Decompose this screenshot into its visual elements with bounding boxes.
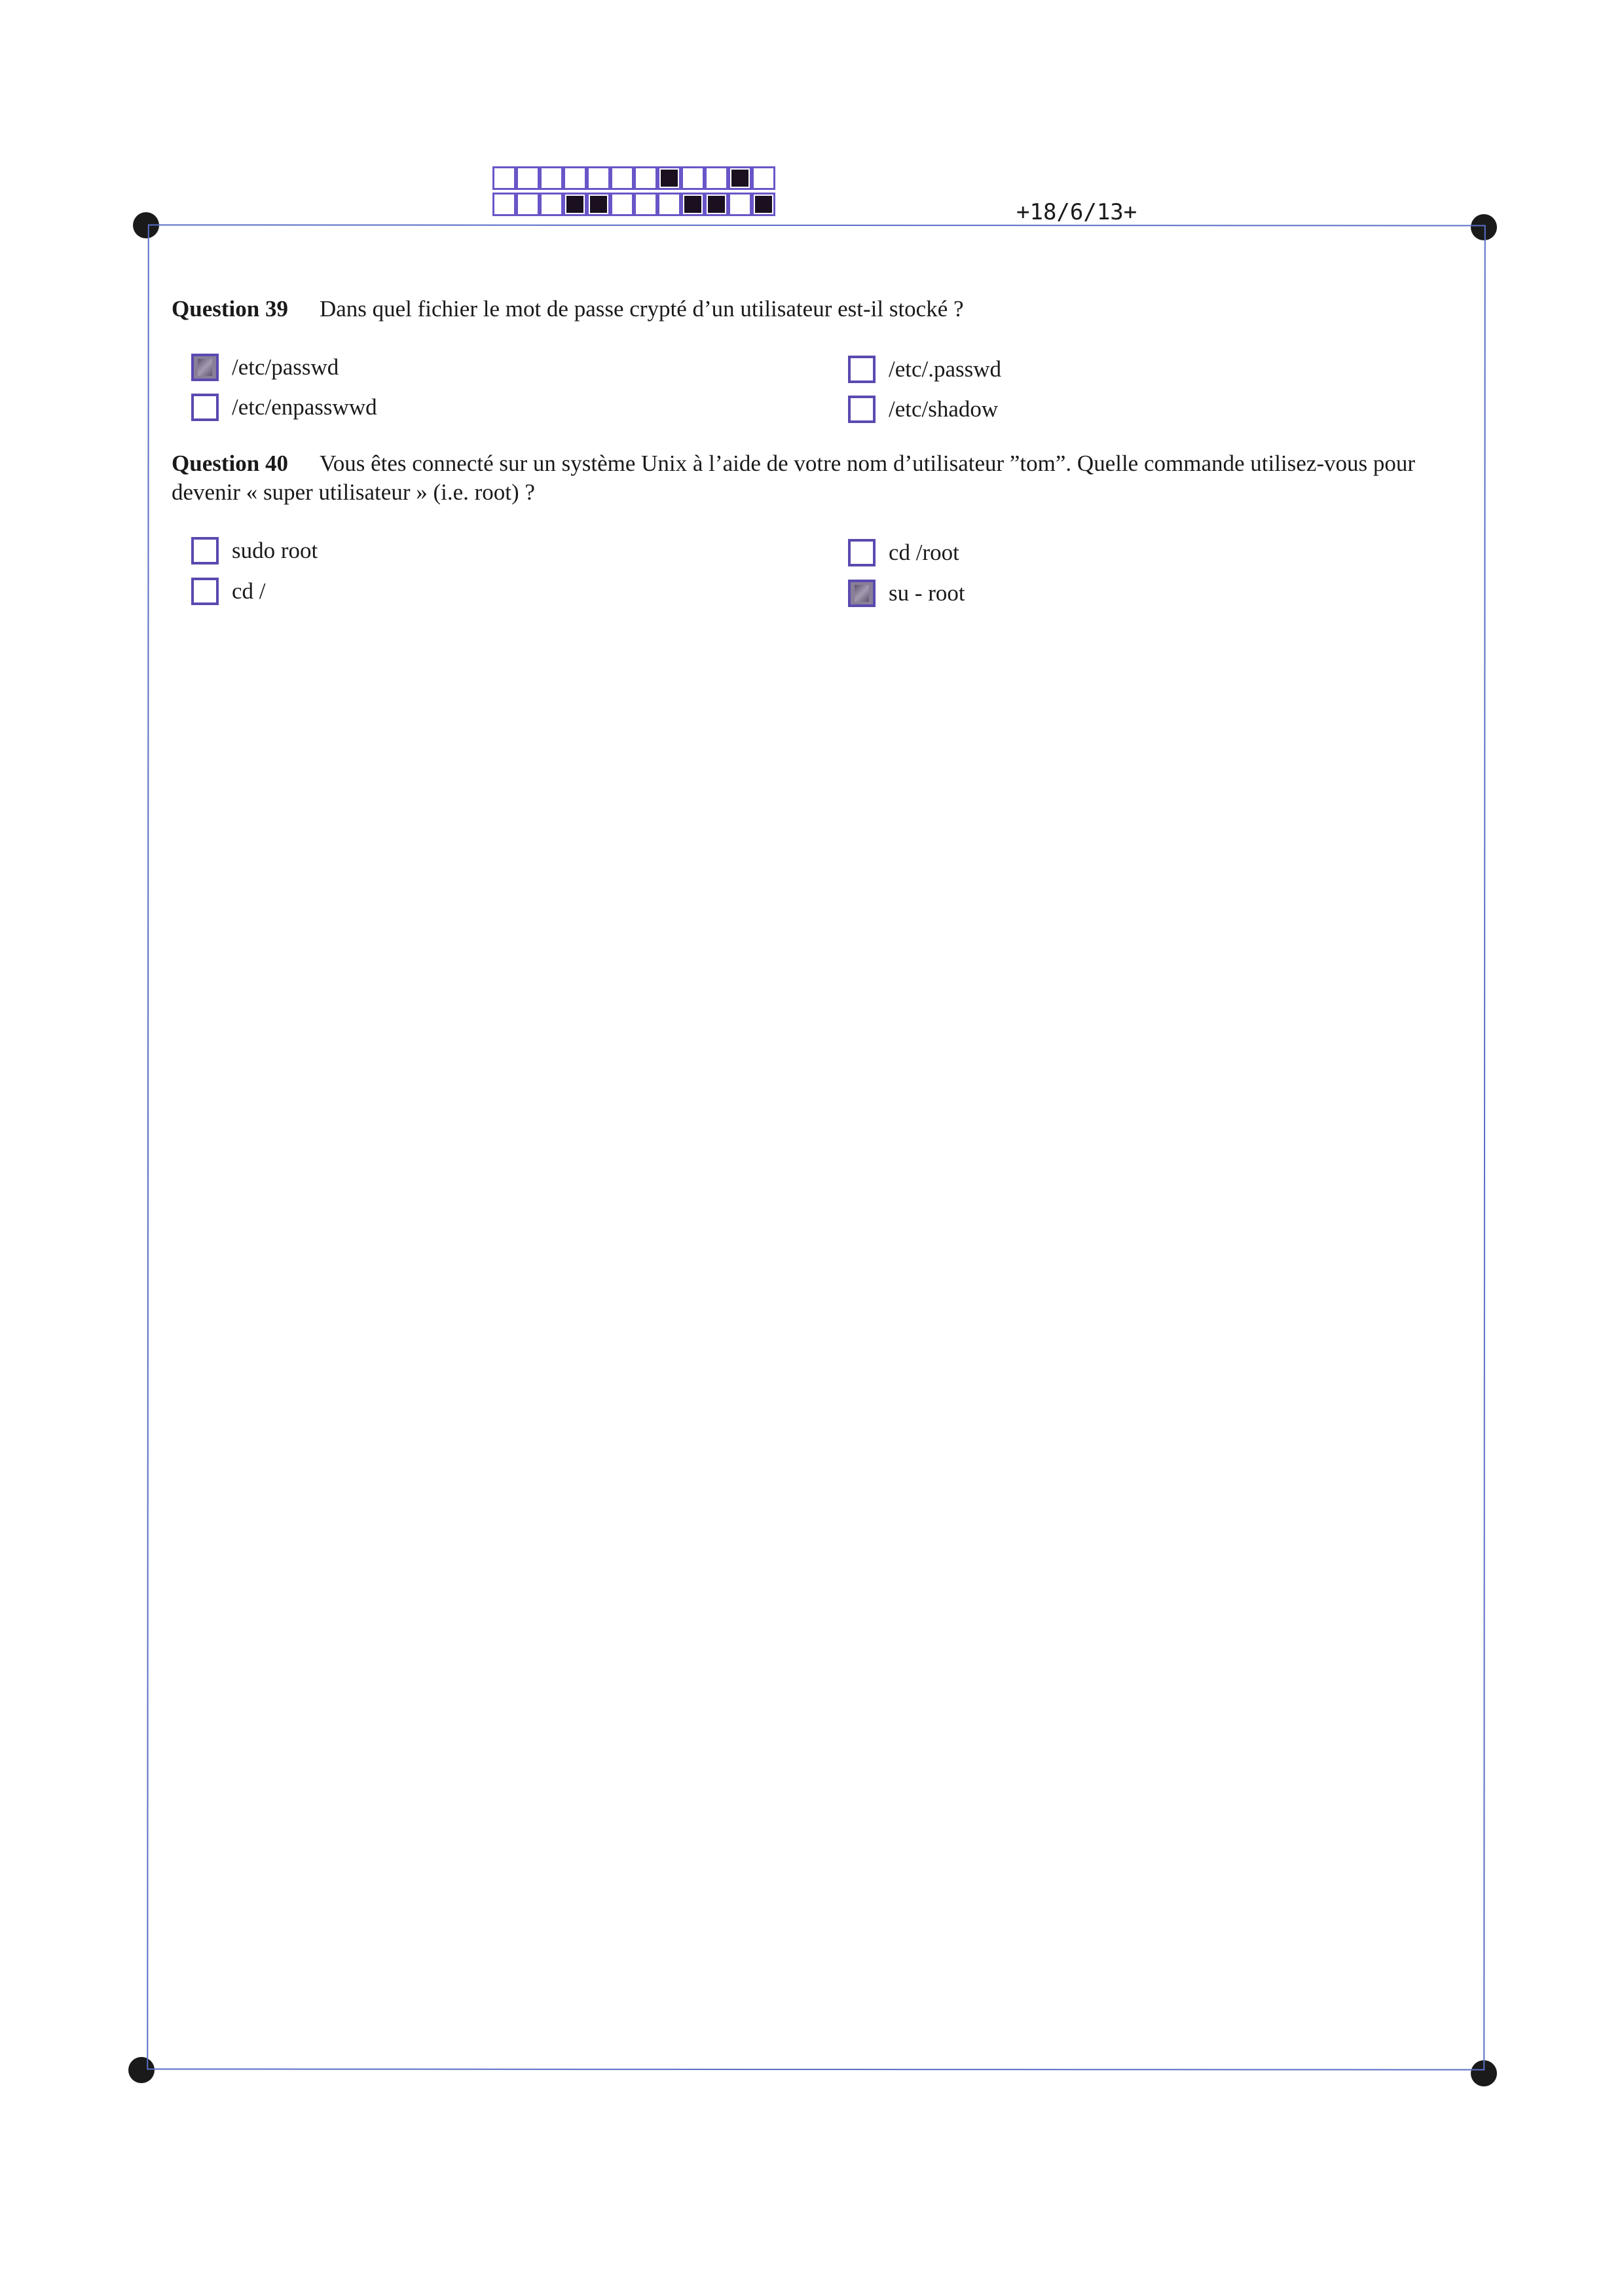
checkbox[interactable] (191, 578, 219, 605)
question-label: Question 40 (172, 451, 288, 476)
barcode-cell (681, 193, 705, 216)
barcode-cell (516, 193, 540, 216)
option-label: /etc/shadow (889, 396, 999, 422)
barcode-cell (492, 166, 516, 190)
barcode-cell (610, 193, 634, 216)
checkbox[interactable] (191, 394, 219, 421)
barcode-cell (587, 166, 610, 190)
barcode-cell (705, 193, 728, 216)
barcode-cell (492, 193, 516, 216)
question-text: Vous êtes connecté sur un système Unix à l’aide de votre nom d’utilisateur ”tom”. Quelle commande utilisez-vous pour devenir « super utilisateur » (i.e. root) ? (172, 451, 1416, 505)
barcode-cell (540, 193, 563, 216)
barcode-cell (610, 166, 634, 190)
checkbox[interactable] (848, 580, 876, 607)
checkbox[interactable] (848, 356, 876, 383)
question-label: Question 39 (172, 296, 288, 322)
option-sudo-root[interactable] (191, 537, 318, 565)
page-id: +18/6/13+ (1016, 199, 1137, 225)
barcode-cell (540, 166, 563, 190)
barcode-cell (563, 166, 587, 190)
barcode-cell (657, 166, 681, 190)
option-label: cd /root (889, 540, 959, 565)
option-label: /etc/.passwd (889, 356, 1002, 382)
barcode-cell (563, 193, 587, 216)
option-etc-passwd[interactable] (191, 354, 339, 381)
option-label: /etc/passwd (232, 354, 339, 380)
barcode-cell (728, 166, 752, 190)
page-barcode (492, 166, 775, 216)
question-39 (172, 295, 1462, 324)
question-40 (172, 449, 1462, 507)
barcode-cell (681, 166, 705, 190)
checkbox[interactable] (848, 396, 876, 423)
barcode-cell (705, 166, 728, 190)
option-cd-slash[interactable] (191, 578, 266, 605)
barcode-row-2 (492, 193, 775, 216)
barcode-cell (634, 166, 657, 190)
checkbox[interactable] (848, 539, 876, 566)
checkbox[interactable] (191, 537, 219, 565)
barcode-cell (516, 166, 540, 190)
barcode-cell (587, 193, 610, 216)
barcode-cell (752, 166, 775, 190)
barcode-row-1 (492, 166, 775, 190)
option-etc-enpasswwd[interactable] (191, 394, 377, 421)
option-label: cd / (232, 578, 266, 604)
option-su-root[interactable] (848, 580, 965, 607)
barcode-cell (634, 193, 657, 216)
barcode-cell (752, 193, 775, 216)
barcode-cell (728, 193, 752, 216)
option-label: sudo root (232, 538, 318, 563)
option-etc-shadow[interactable] (848, 396, 998, 423)
checkbox[interactable] (191, 354, 219, 381)
option-cd-root[interactable] (848, 539, 959, 566)
option-label: /etc/enpasswwd (232, 394, 377, 420)
question-text: Dans quel fichier le mot de passe crypté d’un utilisateur est-il stocké ? (319, 296, 964, 322)
barcode-cell (657, 193, 681, 216)
option-etc-dot-passwd[interactable] (848, 356, 1001, 383)
option-label: su - root (889, 580, 965, 606)
